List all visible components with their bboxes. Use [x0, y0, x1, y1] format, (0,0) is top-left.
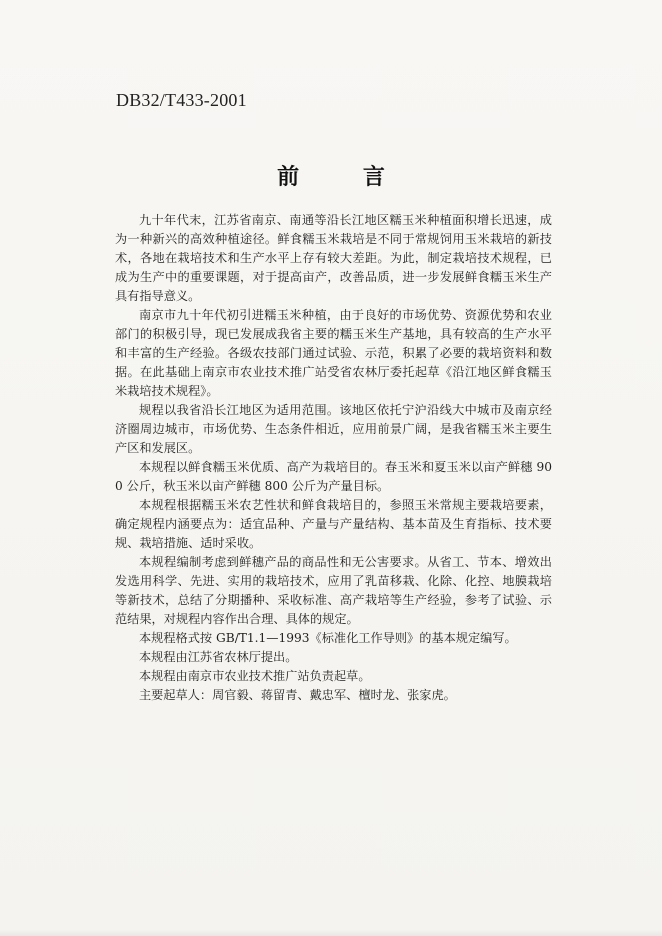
paragraph: 九十年代末，江苏省南京、南通等沿长江地区糯玉米种植面积增长迅速，成为一种新兴的高效种植途径。鲜食糯玉米栽培是不同于常规饲用玉米栽培的新技术，各地在栽培技术和生产水平上存有较大差距。为此，制定栽培技术规程，已成为生产中的重要课题，对于提高亩产，改善品质，进一步发展鲜食糯玉米生产具有指导意义。: [115, 213, 552, 303]
paragraph: 本规程编制考虑到鲜穗产品的商品性和无公害要求。从省工、节本、增效出发选用科学、先进、实用的栽培技术，应用了乳苗移栽、化除、化控、地膜栽培等新技术，总结了分期播种、采收标准、高产栽培等生产经验，参考了试验、示范结果，对规程内容作出合理、具体的规定。: [115, 555, 552, 626]
paragraph: 本规程以鲜食糯玉米优质、高产为栽培目的。春玉米和夏玉米以亩产鲜穗 900 公斤，秋玉米以亩产鲜穗 800 公斤为产量目标。: [115, 460, 552, 493]
paragraph: 主要起草人：周官毅、蒋留青、戴忠军、檀时龙、张家虎。: [139, 688, 456, 702]
page-title: 前 言: [277, 164, 413, 190]
page-edge-shadow: [0, 930, 662, 936]
standard-code: DB32/T433-2001: [116, 90, 247, 110]
paragraph: 本规程格式按 GB/T1.1—1993《标准化工作导则》的基本规定编写。: [139, 631, 517, 645]
paragraph: 本规程根据糯玉米农艺性状和鲜食栽培目的，参照玉米常规主要栽培要素，确定规程内涵要点为：适宜品种、产量与产量结构、基本苗及生育指标、技术要规、栽培措施、适时采收。: [115, 498, 552, 550]
paragraph: 本规程由南京市农业技术推广站负责起草。: [139, 669, 371, 683]
paragraph: 规程以我省沿长江地区为适用范围。该地区依托宁沪沿线大中城市及南京经济圈周边城市，市场优势、生态条件相近，应用前景广阔，是我省糯玉米主要生产区和发展区。: [115, 403, 552, 455]
foreword-body: [115, 211, 552, 705]
paragraph: 南京市九十年代初引进糯玉米种植，由于良好的市场优势、资源优势和农业部门的积极引导，现已发展成我省主要的糯玉米生产基地，具有较高的生产水平和丰富的生产经验。各级农技部门通过试验、示范，积累了必要的栽培资料和数据。在此基础上南京市农业技术推广站受省农林厅委托起草《沿江地区鲜食糯玉米栽培技术规程》。: [115, 308, 552, 398]
paragraph: 本规程由江苏省农林厅提出。: [139, 650, 298, 664]
